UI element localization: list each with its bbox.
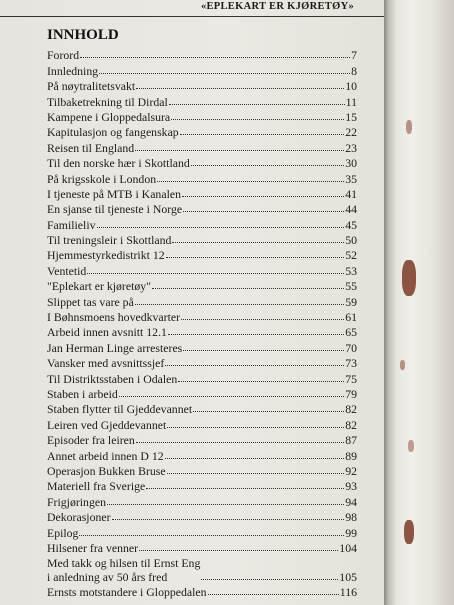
leader-dots	[167, 473, 345, 474]
leader-dots	[87, 273, 344, 274]
leader-dots	[136, 442, 344, 443]
toc-entry-page: 116	[339, 585, 357, 600]
toc-entry-title: Staben i arbeid	[47, 386, 118, 401]
toc-entry	[47, 170, 357, 185]
toc-entry	[47, 247, 357, 262]
toc-entry	[47, 432, 357, 447]
toc-entry-page: 10	[345, 79, 357, 94]
toc-entry	[47, 201, 357, 216]
leader-dots	[193, 411, 344, 412]
toc-entry-page: 89	[345, 448, 357, 463]
toc-entry	[47, 401, 357, 416]
leader-dots	[152, 288, 344, 289]
toc-list	[47, 47, 357, 599]
leader-dots	[79, 535, 344, 536]
toc-entry	[47, 62, 357, 77]
leader-dots	[97, 227, 345, 228]
leader-dots	[180, 134, 345, 135]
toc-entry-page: 22	[345, 125, 357, 140]
book-spine-edge	[384, 0, 454, 605]
leader-dots	[107, 504, 344, 505]
toc-entry-page: 94	[345, 494, 357, 509]
leader-dots	[157, 181, 344, 182]
toc-entry	[47, 324, 357, 339]
leader-dots	[183, 350, 344, 351]
toc-entry	[47, 309, 357, 324]
toc-entry-page: 44	[345, 202, 357, 217]
toc-entry-title: Vansker med avsnittssjef	[47, 356, 165, 371]
toc-entry-title: Frigjøringen	[47, 494, 106, 509]
toc-entry-page: 52	[345, 248, 357, 263]
toc-entry-title: En sjanse til tjeneste i Norge	[47, 202, 183, 217]
toc-entry	[47, 109, 357, 124]
toc-entry	[47, 232, 357, 247]
toc-entry-title: Slippet tas vare på	[47, 294, 134, 309]
leader-dots	[191, 165, 344, 166]
running-head: «EPLEKART ER KJØRETØY»	[200, 1, 354, 12]
toc-entry-title: Ernsts motstandere i Gloppedalen	[47, 585, 207, 600]
toc-entry	[47, 416, 357, 431]
toc-entry-title: Leiren ved Gjeddevannet	[47, 417, 167, 432]
toc-entry-title: Kapitulasjon og fangenskap	[47, 125, 179, 140]
leader-dots	[119, 396, 344, 397]
toc-entry-line1: Med takk og hilsen til Ernst Eng	[47, 555, 201, 570]
toc-entry-title: Arbeid innen avsnitt 12.1	[47, 325, 167, 340]
leader-dots	[178, 381, 344, 382]
spine-wear-mark	[400, 360, 405, 370]
toc-entry-page: 53	[345, 263, 357, 278]
toc-entry-title: Hjemmestyrkedistrikt 12	[47, 248, 165, 263]
toc-entry	[47, 493, 357, 508]
toc-entry	[47, 370, 357, 385]
toc-entry-title: Til Distriktsstaben i Odalen	[47, 371, 178, 386]
spine-wear-mark	[406, 120, 412, 134]
toc-entry-title: Annet arbeid innen D 12	[47, 448, 164, 463]
toc-entry-page: 73	[345, 356, 357, 371]
toc-entry	[47, 216, 357, 231]
toc-entry	[47, 139, 357, 154]
toc-entry	[47, 47, 357, 62]
toc-entry-page: 75	[345, 371, 357, 386]
toc-entry	[47, 524, 357, 539]
toc-entry	[47, 293, 357, 308]
toc-entry-page: 105	[339, 569, 357, 584]
toc-entry-multiline	[47, 555, 357, 584]
toc-entry-title: Ventetid	[47, 263, 87, 278]
leader-dots	[136, 88, 344, 89]
leader-dots	[139, 550, 338, 551]
toc-entry	[47, 155, 357, 170]
toc-entry-page: 87	[345, 433, 357, 448]
toc-entry-page: 15	[345, 109, 357, 124]
toc-entry-title: Familieliv	[47, 217, 96, 232]
toc-entry-page: 35	[345, 171, 357, 186]
toc-entry-title: Hilsener fra venner	[47, 540, 139, 555]
toc-entry-title: Staben flytter til Gjeddevannet	[47, 402, 193, 417]
toc-entry-page: 92	[345, 463, 357, 478]
toc-entry-page: 59	[345, 294, 357, 309]
leader-dots	[99, 73, 350, 74]
toc-entry	[47, 262, 357, 277]
toc-entry-title: Forord	[47, 48, 80, 63]
toc-entry-title: Kampene i Gloppedalsura	[47, 109, 171, 124]
toc-entry-title: Tilbaketrekning til Dirdal	[47, 94, 168, 109]
toc-entry-page: 55	[345, 279, 357, 294]
toc-entry-page: 50	[345, 233, 357, 248]
leader-dots	[168, 334, 344, 335]
toc-entry	[47, 386, 357, 401]
toc-entry-page: 41	[345, 186, 357, 201]
spine-wear-mark	[408, 440, 414, 452]
leader-dots	[181, 319, 344, 320]
toc-entry-page: 65	[345, 325, 357, 340]
toc-entry-page: 11	[345, 94, 357, 109]
toc-entry	[47, 124, 357, 139]
toc-entry	[47, 509, 357, 524]
leader-dots	[183, 211, 344, 212]
toc-entry	[47, 339, 357, 354]
toc-entry-title: Til treningsleir i Skottland	[47, 233, 172, 248]
toc-entry-page: 104	[339, 540, 357, 555]
leader-dots	[80, 57, 350, 58]
toc-entry-page: 93	[345, 479, 357, 494]
toc-entry-page: 7	[351, 48, 357, 63]
toc-entry-title: Til den norske hær i Skottland	[47, 156, 190, 171]
toc-entry-page: 99	[345, 525, 357, 540]
leader-dots	[135, 304, 344, 305]
toc-entry-title: I Bøhnsmoens hovedkvarter	[47, 310, 181, 325]
toc-entry-page: 61	[345, 310, 357, 325]
leader-dots	[167, 427, 344, 428]
leader-dots	[112, 519, 345, 520]
toc-entry-page: 30	[345, 156, 357, 171]
toc-entry-title: Operasjon Bukken Bruse	[47, 463, 166, 478]
toc-entry-title: Epilog	[47, 525, 79, 540]
toc-entry-title: I tjeneste på MTB i Kanalen	[47, 186, 181, 201]
leader-dots	[201, 579, 338, 580]
toc-entry	[47, 447, 357, 462]
toc-entry-title: På nøytralitetsvakt	[47, 79, 136, 94]
leader-dots	[135, 150, 344, 151]
toc-entry-page: 70	[345, 340, 357, 355]
toc-entry	[47, 355, 357, 370]
toc-entry-title: Innledning	[47, 63, 99, 78]
toc-entry-line2: i anledning av 50 års fred	[47, 569, 168, 584]
leader-dots	[171, 119, 344, 120]
leader-dots	[208, 594, 339, 595]
toc-entry	[47, 540, 357, 555]
leader-dots	[165, 458, 345, 459]
toc-entry-page: 82	[345, 402, 357, 417]
toc-entry-title: Episoder fra leiren	[47, 433, 135, 448]
toc-entry-page: 82	[345, 417, 357, 432]
toc-entry-title: "Eplekart er kjøretøy"	[47, 279, 151, 294]
toc-entry-page: 23	[345, 140, 357, 155]
leader-dots	[165, 365, 344, 366]
toc-entry-title: Jan Herman Linge arresteres	[47, 340, 183, 355]
toc-entry	[47, 478, 357, 493]
toc-entry	[47, 186, 357, 201]
toc-entry	[47, 278, 357, 293]
leader-dots	[166, 257, 345, 258]
spine-wear-mark	[404, 520, 414, 544]
toc-entry-page: 98	[345, 510, 357, 525]
leader-dots	[172, 242, 344, 243]
spine-wear-mark	[402, 260, 416, 296]
toc-entry-page: 45	[345, 217, 357, 232]
toc-entry	[47, 463, 357, 478]
toc-entry-page: 79	[345, 386, 357, 401]
leader-dots	[146, 488, 344, 489]
toc-entry	[47, 78, 357, 93]
toc-entry-last	[47, 584, 357, 599]
toc-entry-page: 8	[351, 63, 357, 78]
leader-dots	[182, 196, 344, 197]
toc-entry-title: Materiell fra Sverige	[47, 479, 146, 494]
toc-entry-title: På krigsskole i London	[47, 171, 157, 186]
leader-dots	[169, 104, 345, 105]
toc-entry	[47, 93, 357, 108]
toc-entry-title: Reisen til England	[47, 140, 135, 155]
toc-title: INNHOLD	[47, 27, 119, 43]
toc-entry-title: Dekorasjoner	[47, 510, 111, 525]
